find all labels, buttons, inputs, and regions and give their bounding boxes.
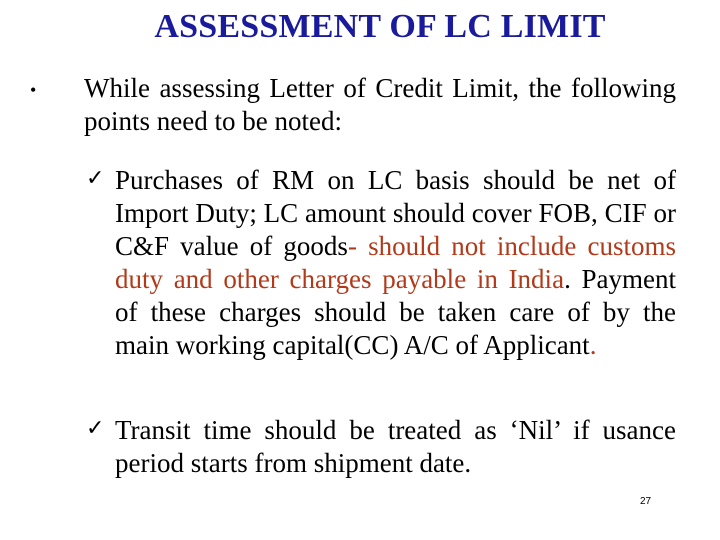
bullet-icon: • bbox=[30, 80, 37, 100]
checkmark-icon: ✓ bbox=[86, 166, 105, 191]
point-purchases-period: . bbox=[589, 330, 597, 360]
intro-text: While assessing Letter of Credit Limit, the following points need to be noted: bbox=[84, 73, 676, 136]
point-transit-time: Transit time should be treated as ‘Nil’ if usance period starts from shipment date. bbox=[115, 415, 676, 478]
point-purchases-text: Purchases of RM on LC basis should be net of Import Duty; LC amount should cover FOB, CIF or C&F value of goods bbox=[115, 165, 676, 261]
checkmark-icon: ✓ bbox=[86, 416, 105, 441]
point-purchases-highlight: - should not include customs duty and other charges payable in India bbox=[115, 231, 676, 294]
page-number: 27 bbox=[640, 496, 652, 507]
point-purchases bbox=[115, 164, 676, 362]
slide-title: ASSESSMENT OF LC LIMIT bbox=[154, 8, 606, 45]
point-purchases-payment: . Payment of these charges should be taken care of by the main working capital(CC) A/C of Applicant bbox=[115, 264, 676, 360]
